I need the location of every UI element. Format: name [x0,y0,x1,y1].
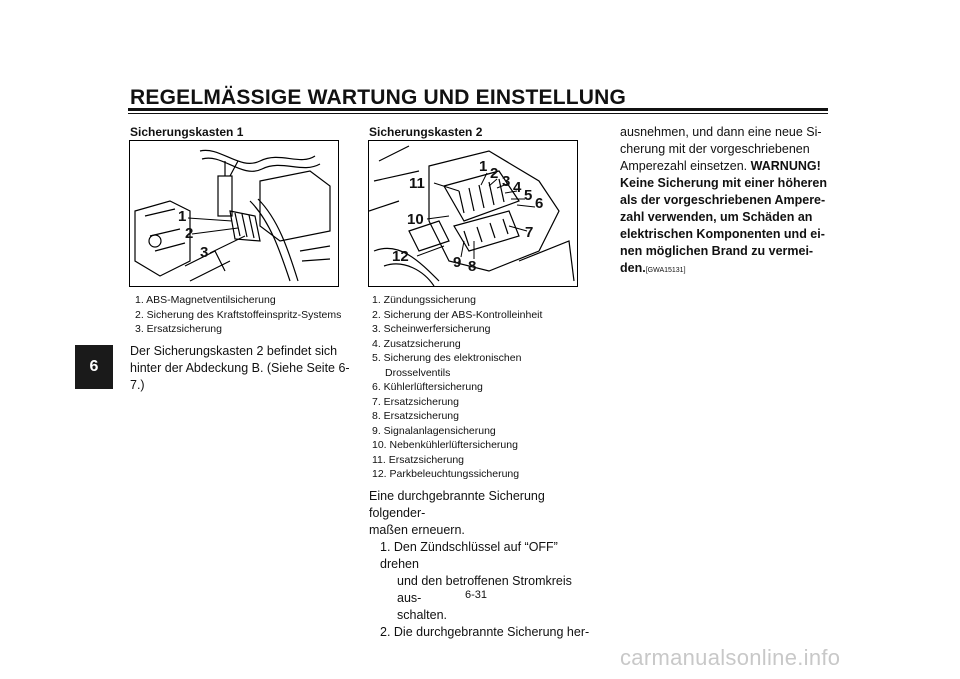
warning-code: [GWA15131] [645,267,686,274]
step-line: schalten. [397,608,448,622]
text-span: Amperezahl einsetzen. [620,159,748,173]
step-line: 1. Den Zündschlüssel auf “OFF” drehen [380,540,558,571]
caption-item: 3. Scheinwerfersicherung [372,323,491,335]
warning-line: elektrischen Komponenten und ei- [620,227,825,241]
caption-item: 2. Sicherung der ABS-Kontrolleinheit [372,308,543,321]
fig2-label-1: 1 [479,158,488,175]
caption-item: 10. Nebenkühlerlüftersicherung [372,439,518,451]
fig1-label-1: 1 [178,208,187,225]
fig1-label-2: 2 [185,225,194,242]
fusebox2-captions [372,293,582,482]
caption-item: 9. Signalanlagensicherung [372,424,496,437]
fig2-label-4: 4 [513,179,522,196]
page-number: 6-31 [465,589,488,601]
caption-item: 2. Sicherung des Kraftstoffeinspritz-Systems [135,308,342,321]
fusebox1-illustration [130,141,338,286]
watermark: carmanualsonline.info [620,645,841,670]
caption-item: 5. Sicherung des elektronischen [372,352,522,364]
fusebox1-figure [129,140,339,287]
caption-item: 12. Parkbeleuchtungssicherung [372,468,520,480]
caption-item: 7. Ersatzsicherung [372,395,459,408]
fig2-label-12: 12 [392,248,409,265]
warning-label: WARNUNG! [750,159,821,173]
intro-line: Eine durchgebrannte Sicherung folgender- [369,489,545,520]
warning-line: als der vorgeschriebenen Ampere- [620,193,826,207]
step-line: 2. Die durchgebrannte Sicherung her- [380,625,590,639]
step-line: und den betroffenen Stromkreis aus- [397,574,572,605]
title-rule [128,108,828,111]
text-line: cherung mit der vorgeschriebenen [620,142,810,156]
fusebox1-captions [135,293,345,337]
fig2-label-2: 2 [490,165,499,182]
fig2-label-7: 7 [525,224,534,241]
caption-item: 1. ABS-Magnetventilsicherung [135,294,276,306]
fig2-label-8: 8 [468,258,477,275]
replace-intro [369,488,591,641]
warning-line: zahl verwenden, um Schäden an [620,210,813,224]
fusebox2-figure [368,140,578,287]
caption-item: 1. Zündungssicherung [372,294,476,306]
fusebox2-location-text: Der Sicherungskasten 2 befindet sich hinter der Abdeckung B. (Siehe Seite 6-7.) [130,344,350,392]
fig2-label-3: 3 [502,173,511,190]
page-title: REGELMÄSSIGE WARTUNG UND EINSTELLUNG [130,86,627,109]
fig1-label-3: 3 [200,244,209,261]
fig2-label-11: 11 [409,175,425,192]
caption-item: Drosselventils [385,366,451,379]
caption-item: 8. Ersatzsicherung [372,410,459,422]
fig2-label-9: 9 [453,254,462,271]
title-rule-thin [128,113,828,114]
caption-item: 3. Ersatzsicherung [135,323,222,335]
chapter-tab[interactable]: 6 [75,345,113,389]
text-line [620,158,830,175]
warning-end-line [620,260,830,279]
warning-line: nen möglichen Brand zu vermei- [620,244,814,258]
caption-item: 6. Kühlerlüftersicherung [372,381,483,393]
warning-line: Keine Sicherung mit einer höheren [620,176,827,190]
caption-item: 4. Zusatzsicherung [372,337,461,350]
warning-line: den. [620,261,646,275]
text-line: ausnehmen, und dann eine neue Si- [620,125,822,139]
caption-item: 11. Ersatzsicherung [372,453,465,466]
intro-line: maßen erneuern. [369,523,465,537]
fig2-label-10: 10 [407,211,424,228]
fig2-label-6: 6 [535,195,544,212]
fusebox1-heading: Sicherungskasten 1 [130,125,244,139]
fig2-label-5: 5 [524,187,533,204]
fusebox2-heading: Sicherungskasten 2 [369,125,483,139]
replace-continued [620,124,830,279]
